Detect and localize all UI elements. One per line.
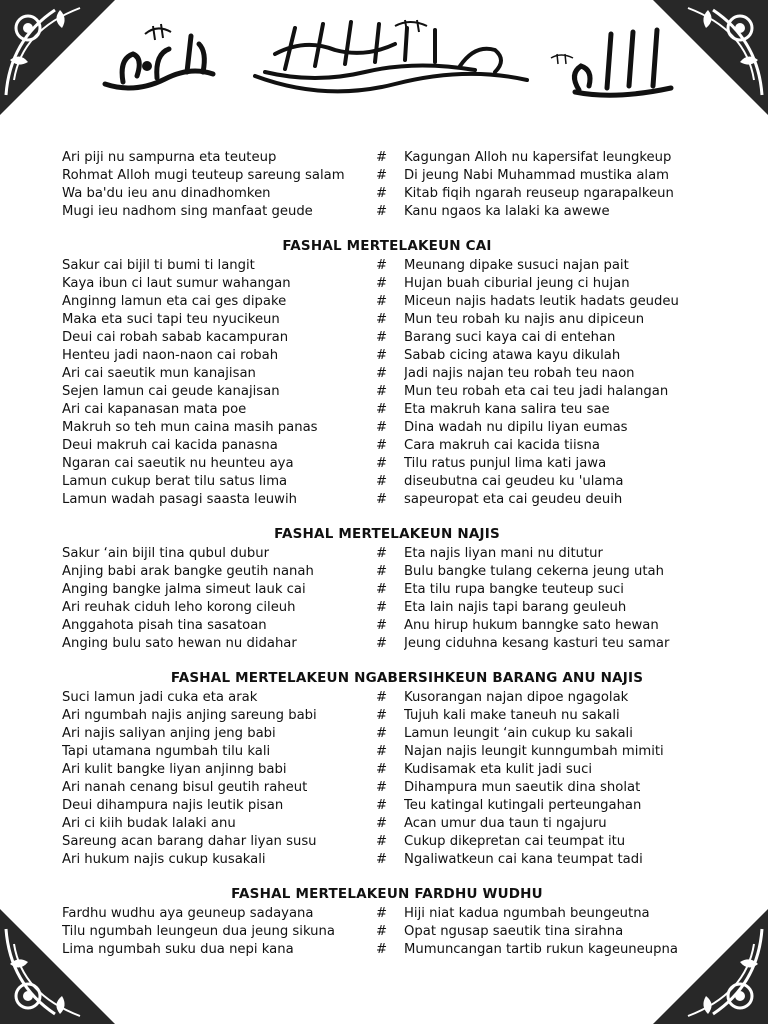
verse-first-half: Deui cai robah sabab kacampuran (62, 330, 289, 345)
verse-row (62, 329, 712, 347)
verse-separator: # (376, 834, 388, 849)
verse-row (62, 545, 712, 563)
verse-separator: # (376, 402, 388, 417)
allah-calligraphy-icon (545, 14, 680, 104)
verse-row (62, 473, 712, 491)
verse-separator: # (376, 690, 388, 705)
verse-second-half: Kanu ngaos ka lalaki ka awewe (404, 204, 610, 219)
verse-second-half: sapeuropat eta cai geudeu deuih (404, 492, 623, 507)
verse-second-half: Mun teu robah ku najis anu dipiceun (404, 312, 645, 327)
verse-separator: # (376, 942, 388, 957)
verse-first-half: Fardhu wudhu aya geuneup sadayana (62, 906, 314, 921)
verse-row (62, 437, 712, 455)
verse-second-half: Ngaliwatkeun cai kana teumpat tadi (404, 852, 643, 867)
verse-row (62, 311, 712, 329)
verse-separator: # (376, 492, 388, 507)
verse-separator: # (376, 744, 388, 759)
verse-first-half: Ari ngumbah najis anjing sareung babi (62, 708, 317, 723)
verse-row (62, 293, 712, 311)
verse-row (62, 185, 712, 203)
verse-separator: # (376, 168, 388, 183)
verse-row (62, 815, 712, 833)
intro-verses (62, 149, 712, 221)
verse-second-half: Hiji niat kadua ngumbah beungeutna (404, 906, 650, 921)
verse-second-half: Kusorangan najan dipoe ngagolak (404, 690, 629, 705)
section-heading: FASHAL MERTELAKEUN NGABERSIHKEUN BARANG ANU NAJIS (170, 670, 644, 686)
verse-first-half: Tapi utamana ngumbah tilu kali (62, 744, 271, 759)
verse-first-half: Ari najis saliyan anjing jeng babi (62, 726, 276, 741)
verse-separator: # (376, 564, 388, 579)
verse-row (62, 275, 712, 293)
verse-row (62, 383, 712, 401)
verse-first-half: Rohmat Alloh mugi teuteup sareung salam (62, 168, 345, 183)
verse-second-half: Eta makruh kana salira teu sae (404, 402, 610, 417)
verse-second-half: Di jeung Nabi Muhammad mustika alam (404, 168, 670, 183)
verse-second-half: Mumuncangan tartib rukun kageuneupna (404, 942, 678, 957)
verse-first-half: Maka eta suci tapi teu nyucikeun (62, 312, 280, 327)
verse-row (62, 491, 712, 509)
verse-first-half: Sakur ‘ain bijil tina qubul dubur (62, 546, 270, 561)
verse-second-half: Kitab fiqih ngarah reuseup ngarapalkeun (404, 186, 674, 201)
verse-second-half: Kagungan Alloh nu kapersifat leungkeup (404, 150, 672, 165)
verse-first-half: Anging bulu sato hewan nu didahar (62, 636, 297, 651)
verse-separator: # (376, 258, 388, 273)
section-heading: FASHAL MERTELAKEUN NAJIS (274, 526, 500, 542)
verse-row (62, 725, 712, 743)
verse-separator: # (376, 204, 388, 219)
verse-second-half: Dina wadah nu dipilu liyan eumas (404, 420, 628, 435)
verse-row (62, 743, 712, 761)
verse-separator: # (376, 924, 388, 939)
verse-row (62, 599, 712, 617)
verse-separator: # (376, 708, 388, 723)
section-cai (62, 237, 712, 509)
verse-second-half: Mun teu robah eta cai teu jadi halangan (404, 384, 669, 399)
muhammad-calligraphy-icon (95, 14, 225, 104)
verse-first-half: Anginng lamun eta cai ges dipake (62, 294, 287, 309)
verse-second-half: Eta lain najis tapi barang geuleuh (404, 600, 627, 615)
verse-row (62, 941, 712, 959)
verse-separator: # (376, 276, 388, 291)
verse-second-half: Opat ngusap saeutik tina sirahna (404, 924, 624, 939)
verse-separator: # (376, 294, 388, 309)
verse-row (62, 617, 712, 635)
verse-separator: # (376, 798, 388, 813)
verse-row (62, 257, 712, 275)
verse-second-half: Najan najis leungit kunngumbah mimiti (404, 744, 664, 759)
verse-first-half: Ngaran cai saeutik nu heunteu aya (62, 456, 294, 471)
verse-first-half: Tilu ngumbah leungeun dua jeung sikuna (62, 924, 335, 939)
verse-separator: # (376, 474, 388, 489)
verse-row (62, 365, 712, 383)
verse-row (62, 833, 712, 851)
verse-second-half: Bulu bangke tulang cekerna jeung utah (404, 564, 664, 579)
verse-second-half: Lamun leungit ‘ain cukup ku sakali (404, 726, 633, 741)
verse-second-half: Eta tilu rupa bangke teuteup suci (404, 582, 624, 597)
verse-second-half: Kudisamak eta kulit jadi suci (404, 762, 593, 777)
verse-row (62, 761, 712, 779)
verse-first-half: Wa ba'du ieu anu dinadhomken (62, 186, 271, 201)
verse-first-half: Ari reuhak ciduh leho korong cileuh (62, 600, 296, 615)
verse-separator: # (376, 636, 388, 651)
verse-row (62, 149, 712, 167)
verse-second-half: Miceun najis hadats leutik hadats geudeu (404, 294, 679, 309)
verse-row (62, 779, 712, 797)
verse-separator: # (376, 186, 388, 201)
verse-row (62, 203, 712, 221)
verse-separator: # (376, 546, 388, 561)
verse-second-half: Tujuh kali make taneuh nu sakali (404, 708, 620, 723)
section-heading: FASHAL MERTELAKEUN CAI (282, 238, 492, 254)
verse-first-half: Mugi ieu nadhom sing manfaat geude (62, 204, 313, 219)
verse-second-half: Hujan buah ciburial jeung ci hujan (404, 276, 630, 291)
verse-first-half: Suci lamun jadi cuka eta arak (62, 690, 258, 705)
verse-separator: # (376, 762, 388, 777)
verse-row (62, 797, 712, 815)
verse-row (62, 347, 712, 365)
verse-separator: # (376, 582, 388, 597)
verse-first-half: Ari kulit bangke liyan anjinng babi (62, 762, 287, 777)
verse-first-half: Anjing babi arak bangke geutih nanah (62, 564, 314, 579)
verse-separator: # (376, 906, 388, 921)
verse-row (62, 923, 712, 941)
verse-first-half: Ari nanah cenang bisul geutih raheut (62, 780, 308, 795)
verse-row (62, 905, 712, 923)
verse-first-half: Sakur cai bijil ti bumi ti langit (62, 258, 255, 273)
verse-row (62, 635, 712, 653)
verse-row (62, 689, 712, 707)
verse-row (62, 419, 712, 437)
section-heading: FASHAL MERTELAKEUN FARDHU WUDHU (231, 886, 543, 902)
nadhom-text (62, 149, 712, 959)
verse-second-half: Dihampura mun saeutik dina sholat (404, 780, 641, 795)
verse-separator: # (376, 438, 388, 453)
verse-separator: # (376, 312, 388, 327)
verse-separator: # (376, 384, 388, 399)
verse-first-half: Henteu jadi naon-naon cai robah (62, 348, 279, 363)
verse-first-half: Anggahota pisah tina sasatoan (62, 618, 267, 633)
verse-row (62, 707, 712, 725)
verse-second-half: Eta najis liyan mani nu ditutur (404, 546, 603, 561)
verse-first-half: Kaya ibun ci laut sumur wahangan (62, 276, 291, 291)
verse-separator: # (376, 780, 388, 795)
verse-second-half: Anu hirup hukum banngke sato hewan (404, 618, 659, 633)
verse-second-half: Acan umur dua taun ti ngajuru (404, 816, 607, 831)
verse-separator: # (376, 366, 388, 381)
verse-first-half: Lamun wadah pasagi saasta leuwih (62, 492, 297, 507)
verse-first-half: Ari piji nu sampurna eta teuteup (62, 150, 277, 165)
verse-row (62, 851, 712, 869)
verse-first-half: Sejen lamun cai geude kanajisan (62, 384, 280, 399)
verse-second-half: Teu katingal kutingali perteungahan (404, 798, 642, 813)
verse-second-half: diseubutna cai geudeu ku 'ulama (404, 474, 624, 489)
verse-separator: # (376, 726, 388, 741)
verse-row (62, 401, 712, 419)
verse-second-half: Sabab cicing atawa kayu dikulah (404, 348, 621, 363)
verse-separator: # (376, 600, 388, 615)
verse-first-half: Anging bangke jalma simeut lauk cai (62, 582, 306, 597)
verse-second-half: Tilu ratus punjul lima kati jawa (404, 456, 607, 471)
verse-second-half: Jeung ciduhna kesang kasturi teu samar (404, 636, 670, 651)
verse-first-half: Ari cai kapanasan mata poe (62, 402, 247, 417)
verse-first-half: Sareung acan barang dahar liyan susu (62, 834, 317, 849)
verse-second-half: Jadi najis najan teu robah teu naon (404, 366, 635, 381)
section-ngabersihkeun (62, 669, 712, 869)
verse-second-half: Cara makruh cai kacida tiisna (404, 438, 600, 453)
section-fardhu-wudhu (62, 885, 712, 959)
verse-first-half: Ari hukum najis cukup kusakali (62, 852, 266, 867)
verse-second-half: Barang suci kaya cai di entehan (404, 330, 616, 345)
verse-first-half: Lamun cukup berat tilu satus lima (62, 474, 288, 489)
verse-separator: # (376, 618, 388, 633)
verse-row (62, 563, 712, 581)
verse-second-half: Cukup dikepretan cai teumpat itu (404, 834, 626, 849)
verse-second-half: Meunang dipake susuci najan pait (404, 258, 629, 273)
verse-row (62, 167, 712, 185)
verse-separator: # (376, 150, 388, 165)
verse-separator: # (376, 420, 388, 435)
verse-row (62, 581, 712, 599)
verse-first-half: Makruh so teh mun caina masih panas (62, 420, 318, 435)
verse-separator: # (376, 852, 388, 867)
verse-first-half: Deui dihampura najis leutik pisan (62, 798, 284, 813)
verse-first-half: Ari ci kiih budak lalaki anu (62, 816, 236, 831)
section-najis (62, 525, 712, 653)
verse-first-half: Deui makruh cai kacida panasna (62, 438, 278, 453)
verse-separator: # (376, 456, 388, 471)
verse-separator: # (376, 816, 388, 831)
basmala-calligraphy-icon (245, 14, 535, 104)
verse-separator: # (376, 348, 388, 363)
verse-separator: # (376, 330, 388, 345)
verse-first-half: Ari cai saeutik mun kanajisan (62, 366, 256, 381)
verse-row (62, 455, 712, 473)
verse-first-half: Lima ngumbah suku dua nepi kana (62, 942, 294, 957)
